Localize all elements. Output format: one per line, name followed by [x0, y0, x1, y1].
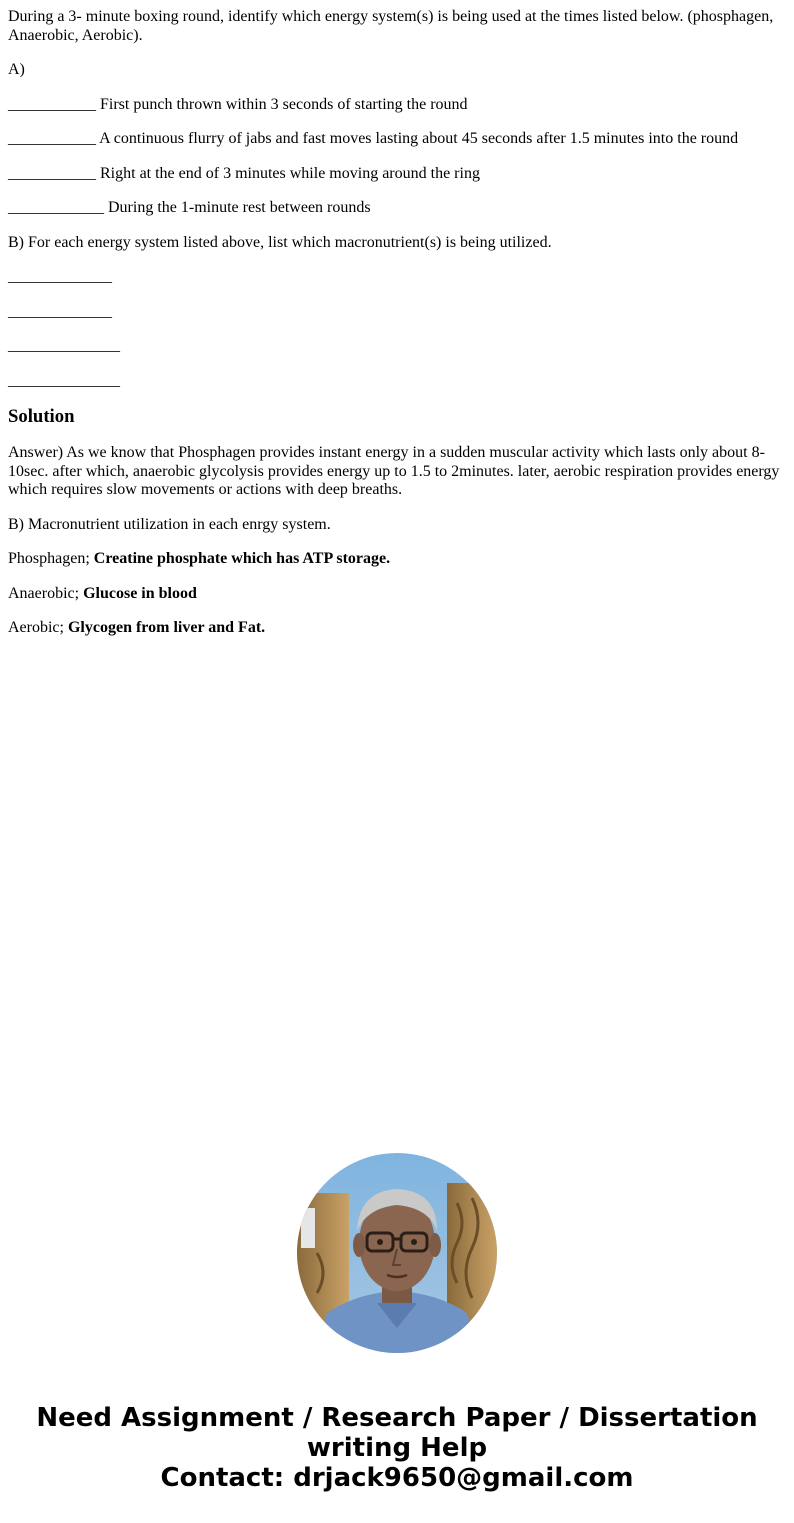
footer-help-text: Need Assignment / Research Paper / Dissertation writing Help: [36, 1403, 758, 1463]
part-b-question: B) For each energy system listed above, list which macronutrient(s) is being utilized.: [8, 233, 552, 251]
answer-blank: ______________: [8, 371, 120, 389]
system-value: Glycogen from liver and Fat.: [67, 619, 266, 636]
part-a-label: A): [8, 61, 25, 78]
question-item: ___________ Right at the end of 3 minutes while moving around the ring: [8, 164, 480, 182]
solution-system-line: [8, 619, 786, 638]
solution-system-line: [8, 550, 786, 569]
system-value: Glucose in blood: [83, 584, 197, 602]
question-item: ____________ During the 1-minute rest between rounds: [8, 199, 371, 216]
answer-blank: _____________: [8, 302, 112, 320]
answer-blank: ______________: [8, 337, 120, 354]
question-item: ___________ A continuous flurry of jabs and fast moves lasting about 45 seconds after 1.5 minutes into the round: [8, 130, 739, 147]
solution-heading: Solution: [8, 406, 75, 427]
answer-blank: _____________: [8, 268, 112, 285]
system-value: Creatine phosphate which has ATP storage.: [93, 550, 391, 567]
document-body: [8, 8, 786, 654]
system-label: Aerobic;: [8, 619, 68, 636]
system-label: Anaerobic;: [8, 584, 84, 602]
solution-system-line: [8, 585, 786, 604]
question-item: ___________ First punch thrown within 3 seconds of starting the round: [8, 95, 468, 113]
solution-part-b: B) Macronutrient utilization in each enrgy system.: [8, 515, 331, 533]
solution-answer: Answer) As we know that Phosphagen provides instant energy in a sudden muscular activity which lasts only about 8-10sec. after which, anaerobic glycolysis provides energy up to 1.5 to 2minutes. later, aerobic respiration provides energy which requires slow movements or actions with deep breaths.: [8, 444, 780, 498]
system-label: Phosphagen;: [8, 550, 94, 567]
question-intro: During a 3- minute boxing round, identify which energy system(s) is being used at the times listed below. (phosphagen, Anaerobic, Aerobic).: [8, 8, 774, 44]
footer-banner: [0, 1403, 794, 1493]
author-photo: [297, 1153, 497, 1353]
footer-contact: Contact: drjack9650@gmail.com: [160, 1463, 634, 1493]
author-photo-illustration: [297, 1153, 497, 1353]
